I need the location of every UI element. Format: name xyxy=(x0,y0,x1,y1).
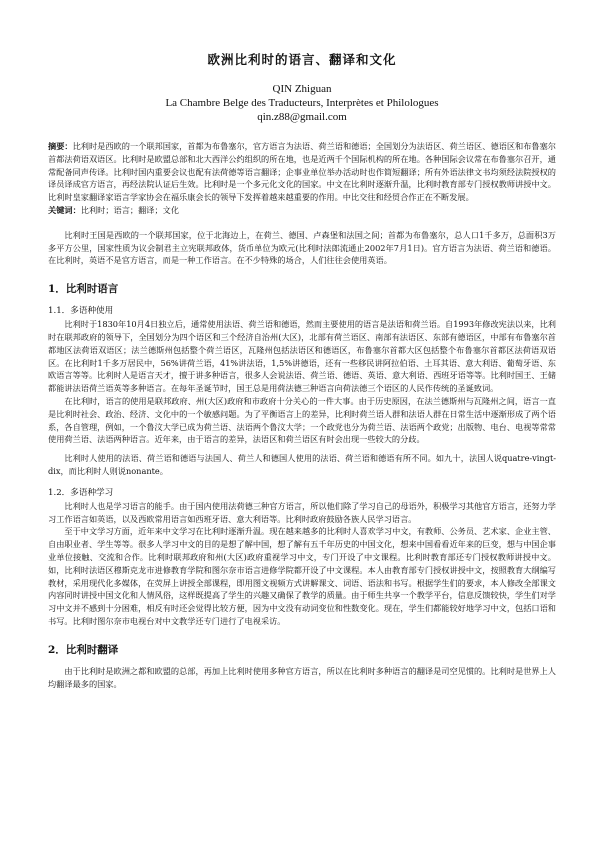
section-1-1-paragraph-2: 在比利时，语言的使用是联邦政府、州(大区)政府和市政府十分关心的一件大事。由于历史原因，在法兰德斯州与瓦隆州之间，语言一直是比利时社会、政治、经济、文化中的一个敏感问题。为了平衡语言上的差异，比利时荷兰语人群和法语人群在日常生活中逐渐形成了两个语系，各自管理，例如，一个鲁汶大学已成为荷兰语、法语两个鲁汶大学；一个政党也分为荷兰语、法语两个政党；出版物、电台、电视等常常使用荷兰语、法语两种语言。近年来，由于语言的差异，法语区和荷兰语区有时会出现一些较大的分歧。 xyxy=(48,395,556,445)
section-1-2-paragraph-2: 至于中文学习方面，近年来中文学习在比利时逐渐升温。现在越来越多的比利时人喜欢学习中文，有教师、公务员、艺术家、企业主管、自由职业者、学生等等。很多人学习中文的目的是想了解中国，想了解有五千年历史的中国文化，想来中国看看近年来的巨变，想与中国企事业单位接触、交流和合作。比利时联邦政府和州(大区)政府重视学习中文，专门开设了中文课程。比利时教育部还专门授权教师讲授中文。如，比利时法语区穆斯克龙市进修教育学院和图尔奈市语言进修学院都开设了中文课程。本人由教育部专门授权讲授中文，按照教育大纲编写教材，采用现代化多媒体，在荧屏上讲授全部课程，即用图文视频方式讲解课文、词语、语法和书写。根据学生们的要求，本人修改全部课文内容同时讲授中国文化和人情风俗，这样既提高了学生的兴趣又确保了教学的质量。由于师生共享一个教学平台，信息反馈较快，学生们对学习中文并不感到十分困难，相反有时还会觉得比较方便，因为中文没有动词变位和性数变化。现在，学生们都能较好地学习中文，包括口语和书写。比利时图尔奈市电视台对中文教学还专门进行了电视采访。 xyxy=(48,526,556,626)
section-1-2-paragraph-1: 比利时人也是学习语言的能手。由于国内使用法荷德三种官方语言，所以他们除了学习自己的母语外，积极学习其他官方语言，还努力学习工作语言如英语，以及西欧常用语言如西班牙语、意大利语等。比利时政府鼓励各族人民学习语言。 xyxy=(48,500,556,524)
keywords xyxy=(48,204,556,217)
section-2-paragraph-1: 由于比利时是欧洲之都和欧盟的总部，再加上比利时使用多种官方语言，所以在比利时多种语言的翻译是司空见惯的。比利时是世界上人均翻译最多的国家。 xyxy=(48,665,556,689)
author-email[interactable]: qin.z88@gmail.com xyxy=(257,111,347,123)
paper-title: 欧洲比利时的语言、翻译和文化 xyxy=(207,52,397,67)
author-name: QIN Zhiguan xyxy=(272,83,332,95)
section-1-1-paragraph-3: 比利时人使用的法语、荷兰语和德语与法国人、荷兰人和德国人使用的法语、荷兰语和德语有所不同。如九十，法国人说quatre-vingt-dix，而比利时人则说nonante。 xyxy=(48,453,556,476)
keywords-text: 比利时；语言；翻译；文化 xyxy=(80,204,180,215)
author-affiliation: La Chambre Belge des Traducteurs, Interprètes et Philologues xyxy=(165,97,439,109)
abstract-text: 比利时是西欧的一个联邦国家，首都为布鲁塞尔，官方语言为法语、荷兰语和德语；全国划分为法语区、荷兰语区、德语区和布鲁塞尔首都法荷语双语区。比利时是欧盟总部和北大西洋公约组织的所在地，也是近两千个国际机构的所在地。各种国际会议常在布鲁塞尔召开，通常配备同声传译。比利时国内重要会议也配有法荷德等语言翻译；企事业单位举办活动时也作简短翻译；所有外语法律文书均须经法院授权的译员译成官方语言，再经法院认证后生效。比利时是一个多元化文化的国家。中文在比利时逐渐升温，比利时教育部专门授权教师讲授中文。比利时皇家翻译家语言学家协会在福乐康会长的领导下发挥着越来越重要的作用。中比交往和经贸合作正在不断发展。 xyxy=(48,141,556,203)
intro-paragraph: 比利时王国是西欧的一个联邦国家，位于北海边上，在荷兰、德国、卢森堡和法国之间；首都为布鲁塞尔，总人口1千多万，总面积3万多平方公里，国家性质为议会制君主立宪联邦政体，货币单位为欧元(比利时法郎流通止2002年7月1日)。官方语言为法语、荷兰语和德语。在比利时，英语不是官方语言，而是一种工作语言。在不少特殊的场合，人们往往会使用英语。 xyxy=(48,229,556,266)
abstract-label: 摘要： xyxy=(48,141,73,151)
section-1-heading: 1．比利时语言 xyxy=(48,283,119,296)
keywords-label: 关键词： xyxy=(48,204,81,215)
author-block xyxy=(48,82,556,124)
abstract xyxy=(48,140,556,204)
section-1-1-heading: 1.1．多语种使用 xyxy=(48,306,114,317)
section-1-1-paragraph-1: 比利时于1830年10月4日独立后，通常使用法语、荷兰语和德语，然而主要使用的语言是法语和荷兰语。自1993年修改宪法以来，比利时在联邦政府的领导下，全国划分为四个语区和三个经济自治州(大区)，北部有荷兰语区、南部有法语区、东部有德语区，中部有布鲁塞尔首都地区法荷语双语区；法兰德斯州包括整个荷兰语区，瓦隆州包括法语区和德语区，布鲁塞尔首都大区包括整个布鲁塞尔首都区法荷语双语区。在比利时1千多万居民中，56%讲荷兰语，41%讲法语，1,5%讲德语，还有一些移民讲阿拉伯语、土耳其语、意大利语、葡萄牙语、东欧语言等等。比利时人是语言天才，擅于讲多种语言，很多人会说法语、荷兰语、德语、英语、意大利语、西班牙语等等。比利时国王、王储都能讲法语荷兰语英等多种语言。在每年圣诞节时，国王总是用荷法德三种语言向荷法德三个语区的人民作传统的圣诞致词。 xyxy=(48,319,556,394)
section-1-2-heading: 1.2．多语种学习 xyxy=(48,487,114,498)
section-2-heading: 2．比利时翻译 xyxy=(48,643,119,656)
